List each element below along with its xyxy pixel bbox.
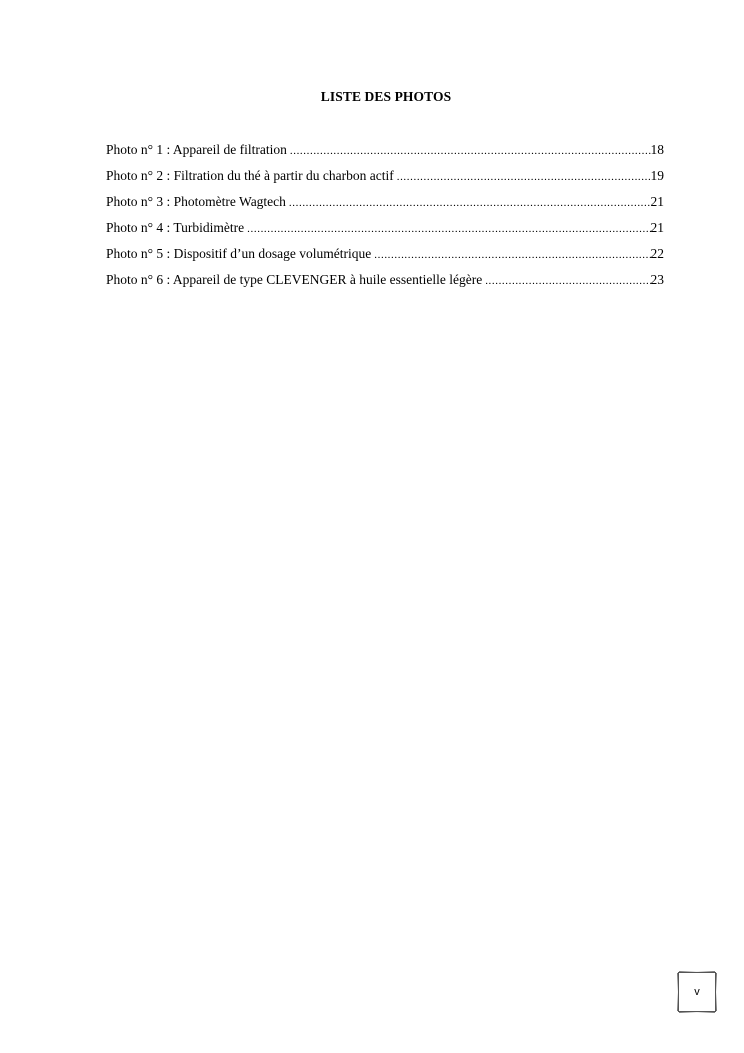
list-item (106, 167, 664, 193)
list-item (106, 271, 664, 297)
list-item (106, 193, 664, 219)
dot-leader (289, 194, 651, 212)
entry-page: 23 (650, 272, 664, 287)
entry-page: 18 (650, 142, 664, 157)
entry-page: 21 (650, 220, 664, 235)
entry-page: 19 (650, 168, 664, 183)
dot-leader (290, 142, 651, 160)
entry-label: Photo n° 1 : Appareil de filtration (106, 142, 287, 157)
page-number: v (694, 986, 700, 998)
dot-leader (485, 272, 650, 290)
dot-leader (374, 246, 650, 264)
entry-label: Photo n° 2 : Filtration du thé à partir du charbon actif (106, 168, 394, 183)
photo-list (106, 141, 664, 297)
entry-page: 21 (650, 194, 664, 209)
entry-label: Photo n° 5 : Dispositif d’un dosage volumétrique (106, 246, 372, 261)
entry-label: Photo n° 6 : Appareil de type CLEVENGER à huile essentielle légère (106, 272, 483, 287)
list-item (106, 245, 664, 271)
dot-leader (397, 168, 651, 186)
dot-leader (247, 220, 650, 238)
entry-page: 22 (650, 246, 664, 261)
page-title: LISTE DES PHOTOS (320, 89, 452, 104)
entry-label: Photo n° 3 : Photomètre Wagtech (106, 194, 286, 209)
list-item (106, 219, 664, 245)
page-number-frame (678, 972, 716, 1012)
list-item (106, 141, 664, 167)
entry-label: Photo n° 4 : Turbidimètre (106, 220, 245, 235)
